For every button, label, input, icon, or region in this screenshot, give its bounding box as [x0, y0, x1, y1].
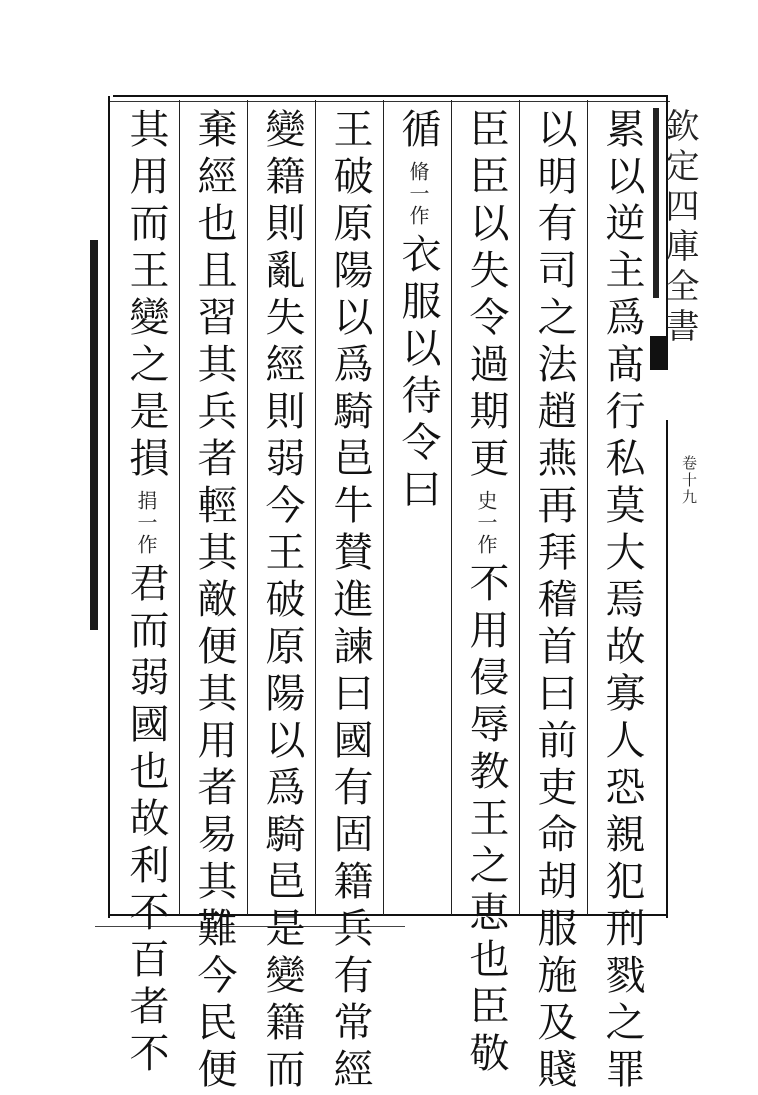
column-divider: [587, 100, 588, 915]
text-column: [597, 108, 647, 1095]
text-column: [393, 108, 443, 908]
text-column: [529, 108, 579, 1095]
column-text: 衣服以待令曰: [395, 233, 441, 515]
column-divider: [179, 100, 180, 915]
column-divider: [383, 100, 384, 915]
text-column: [461, 108, 511, 1079]
binding-edge-mark: [90, 240, 98, 630]
variant-note: 脩一作: [406, 161, 430, 227]
column-text: 王破原陽以爲騎邑牛賛進諫曰國有固籍兵有常經: [327, 108, 373, 1095]
column-text: 變籍則亂失經則弱今王破原陽以爲騎邑是變籍而: [259, 108, 305, 1095]
variant-note: 捐一作: [134, 490, 158, 556]
column-divider: [519, 100, 520, 915]
column-text: 累以逆主爲髙行私莫大焉故寡人恐親犯刑戮之罪: [599, 108, 645, 1095]
column-text: 不用侵辱教王之恵也臣敬: [463, 562, 509, 1079]
frame-right-rule-lower: [666, 420, 668, 918]
margin-volume-label: 卷十九: [680, 455, 698, 506]
text-column: [189, 108, 239, 1095]
frame-top-inner-rule: [108, 101, 670, 102]
text-column: [121, 108, 171, 1079]
column-text: 君而弱國也故利不百者不: [123, 562, 169, 1079]
margin-book-title: 欽定四庫全書: [659, 108, 699, 348]
column-text: 其用而王變之是損: [123, 108, 169, 484]
text-column: [257, 108, 307, 1095]
column-text: 臣臣以失令過期更: [463, 108, 509, 484]
column-divider: [315, 100, 316, 915]
variant-note: 史一作: [474, 490, 498, 556]
frame-left-rule: [108, 96, 110, 918]
column-divider: [247, 100, 248, 915]
column-text: 棄經也且習其兵者輕其敵便其用者易其難今民便: [191, 108, 237, 1095]
column-text: 以明有司之法趙燕再拜稽首曰前吏命胡服施及賤: [531, 108, 577, 1095]
text-column: [325, 108, 375, 1095]
frame-top-rule: [113, 95, 668, 97]
column-divider: [451, 100, 452, 915]
column-text: 循: [395, 108, 441, 155]
